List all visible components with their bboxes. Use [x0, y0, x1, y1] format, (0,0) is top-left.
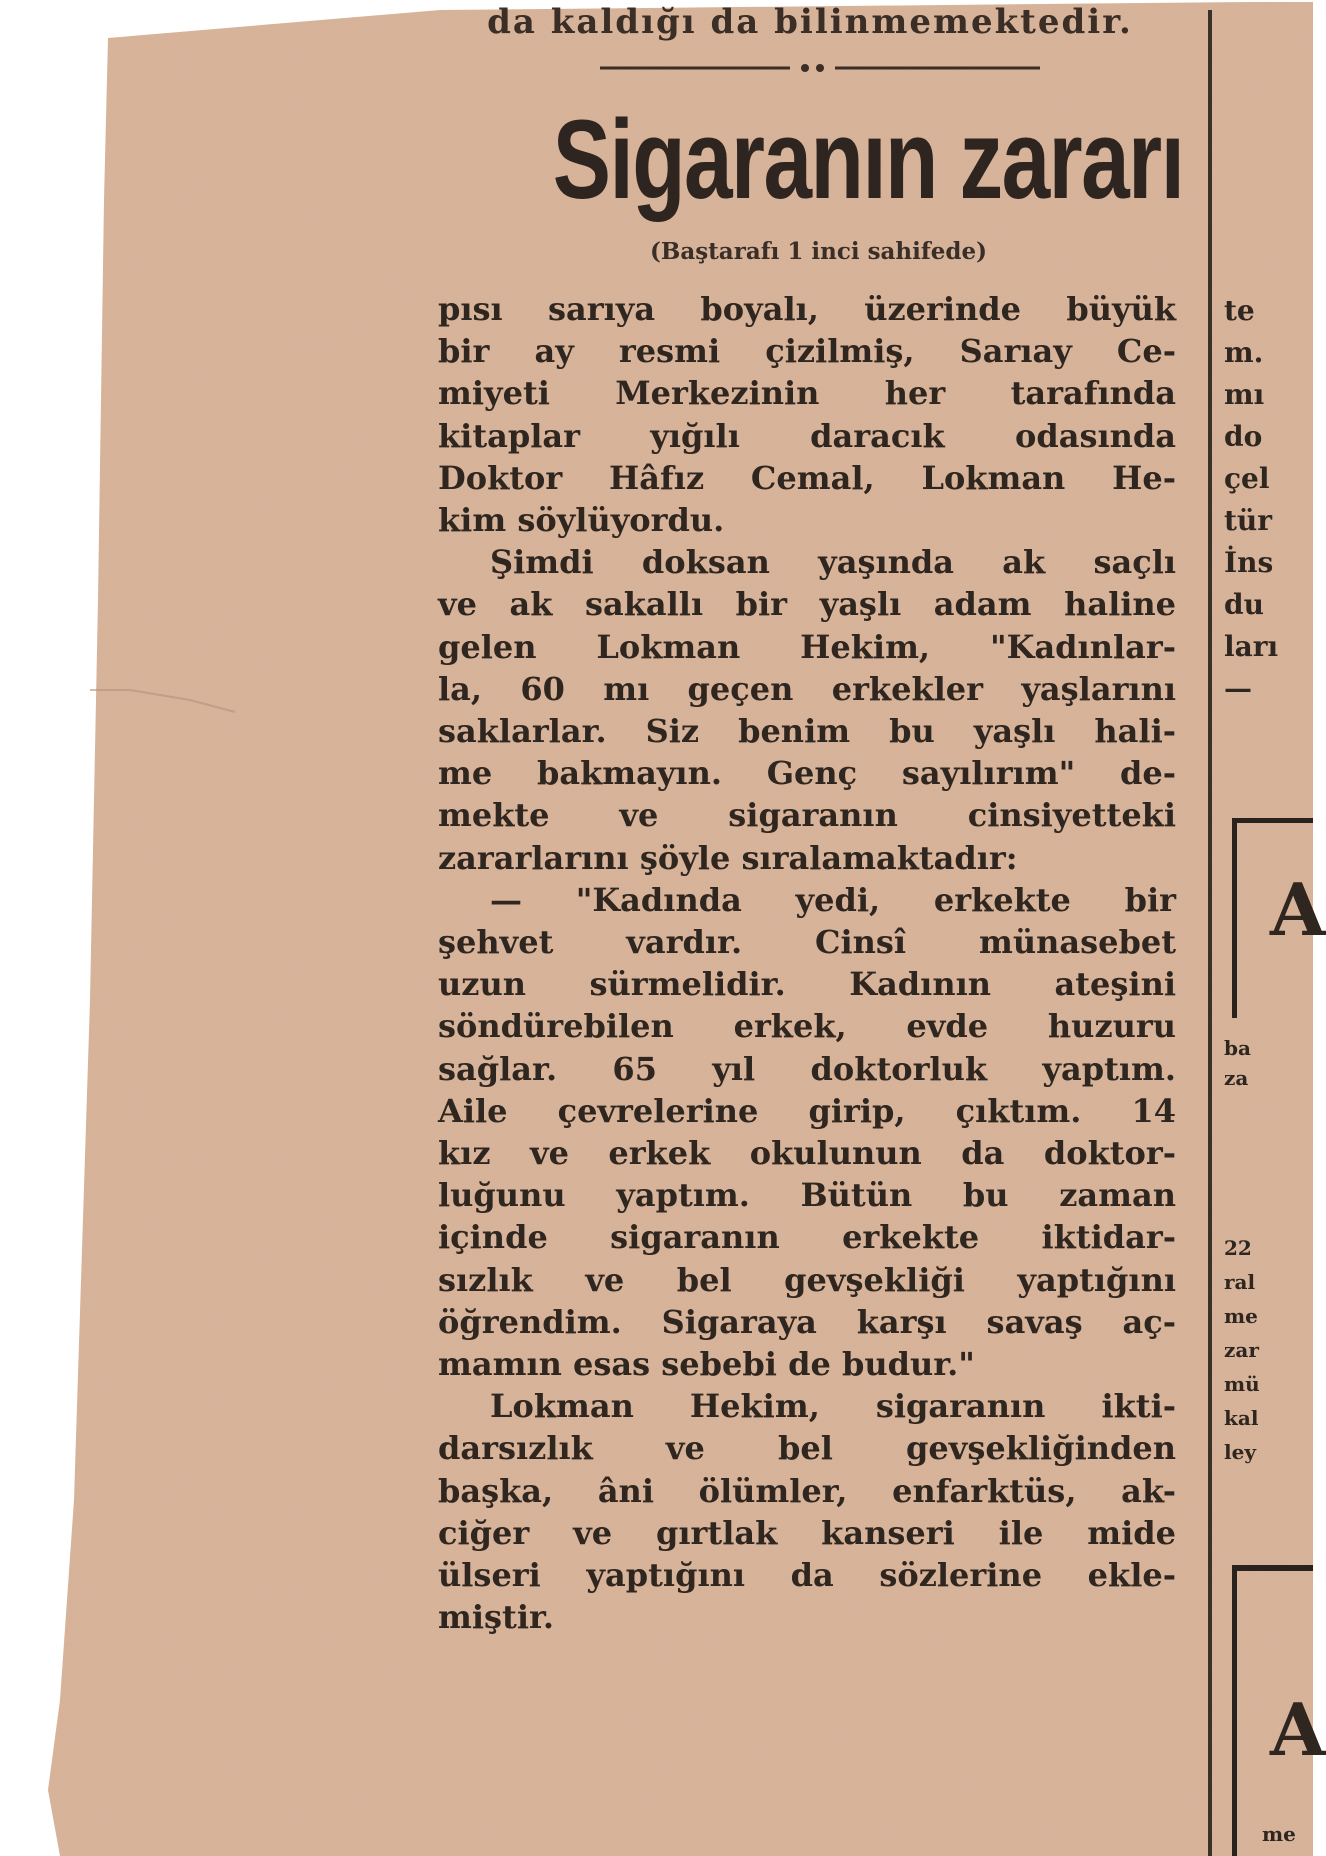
headline: Sigaranın zararı: [552, 97, 1184, 222]
column-fragment: 22: [1224, 1236, 1252, 1260]
text-line: mekte ve sigaranın cinsiyetteki: [438, 796, 1176, 835]
box-letter: A: [1270, 867, 1326, 952]
column-fragment: za: [1224, 1066, 1249, 1090]
box-border-left: [1232, 818, 1237, 1018]
text-line: ciğer ve gırtlak kanseri ile mide: [438, 1513, 1176, 1552]
text-line: zararlarını şöyle sıralamaktadır:: [438, 838, 1018, 877]
text-line: şehvet vardır. Cinsî münasebet: [438, 923, 1176, 962]
text-line: kitaplar yığılı daracık odasında: [438, 416, 1176, 455]
text-line: kız ve erkek okulunun da doktor-: [438, 1134, 1176, 1173]
column-fragment: zar: [1224, 1338, 1259, 1362]
text-line: söndürebilen erkek, evde huzuru: [438, 1007, 1176, 1046]
text-line: la, 60 mı geçen erkekler yaşlarını: [438, 669, 1176, 708]
column-fragment: du: [1224, 588, 1264, 621]
text-line: sızlık ve bel gevşekliği yaptığını: [438, 1260, 1176, 1299]
bottom-fragment: me: [1262, 1822, 1296, 1846]
box-border-top: [1232, 818, 1313, 823]
column-fragment: çel: [1224, 462, 1270, 495]
text-line: gelen Lokman Hekim, "Kadınlar-: [438, 627, 1176, 666]
column-fragment: mı: [1224, 378, 1265, 411]
column-fragment: m.: [1224, 336, 1264, 369]
text-line: başka, âni ölümler, enfarktüs, ak-: [438, 1471, 1176, 1510]
box-letter-2: A: [1270, 1687, 1326, 1772]
paragraph: [438, 879, 1176, 1385]
text-line: içinde sigaranın erkekte iktidar-: [438, 1218, 1176, 1257]
column-fragment: tür: [1224, 504, 1273, 537]
column-fragment: ley: [1224, 1440, 1256, 1464]
column-fragment: ları: [1224, 630, 1279, 663]
text-line: saklarlar. Siz benim bu yaşlı hali-: [438, 712, 1176, 751]
column-fragment: İns: [1224, 546, 1274, 579]
paragraph: [438, 1385, 1176, 1638]
text-line: uzun sürmelidir. Kadının ateşini: [438, 965, 1176, 1004]
text-line: sağlar. 65 yıl doktorluk yaptım.: [438, 1049, 1176, 1088]
text-line: Şimdi doksan yaşında ak saçlı: [490, 543, 1176, 582]
continued-note: (Baştarafı 1 inci sahifede): [650, 238, 988, 265]
paragraph: [438, 288, 1176, 541]
text-line: ülseri yaptığını da sözlerine ekle-: [438, 1556, 1176, 1595]
text-line: me bakmayın. Genç sayılırım" de-: [438, 754, 1176, 793]
column-fragment: ral: [1224, 1270, 1256, 1294]
column-fragment: do: [1224, 420, 1263, 453]
text-line: kim söylüyordu.: [438, 501, 725, 540]
text-line: Lokman Hekim, sigaranın ikti-: [490, 1387, 1176, 1426]
text-line: miyeti Merkezinin her tarafında: [438, 374, 1176, 413]
column-fragment: te: [1224, 294, 1255, 327]
adjacent-column: [1212, 0, 1326, 1856]
paragraph: [438, 541, 1176, 879]
text-line: öğrendim. Sigaraya karşı savaş aç-: [438, 1302, 1176, 1341]
text-line: luğunu yaptım. Bütün bu zaman: [438, 1176, 1176, 1215]
ornament-divider: [600, 58, 1040, 78]
text-line: miştir.: [438, 1598, 555, 1637]
text-line: pısı sarıya boyalı, üzerinde büyük: [438, 290, 1176, 328]
text-line: Doktor Hâfız Cemal, Lokman He-: [438, 458, 1176, 497]
text-line: darsızlık ve bel gevşekliğinden: [438, 1429, 1176, 1468]
text-line: bir ay resmi çizilmiş, Sarıay Ce-: [438, 332, 1176, 371]
column-fragment: me: [1224, 1304, 1258, 1328]
box-border-left-2: [1232, 1565, 1237, 1856]
text-line: ve ak sakallı bir yaşlı adam haline: [438, 585, 1176, 624]
column-fragment: mü: [1224, 1372, 1260, 1396]
box-border-top-2: [1232, 1565, 1313, 1571]
column-fragment: —: [1224, 672, 1252, 705]
article-body: [438, 288, 1176, 1639]
column-fragment: kal: [1224, 1406, 1259, 1430]
text-line: — "Kadında yedi, erkekte bir: [490, 880, 1176, 919]
text-line: Aile çevrelerine girip, çıktım. 14: [438, 1091, 1176, 1130]
previous-article-fragment: da kaldığı da bilinmemektedir.: [487, 2, 1133, 42]
text-line: mamın esas sebebi de budur.": [438, 1345, 975, 1384]
column-fragment: ba: [1224, 1036, 1251, 1060]
